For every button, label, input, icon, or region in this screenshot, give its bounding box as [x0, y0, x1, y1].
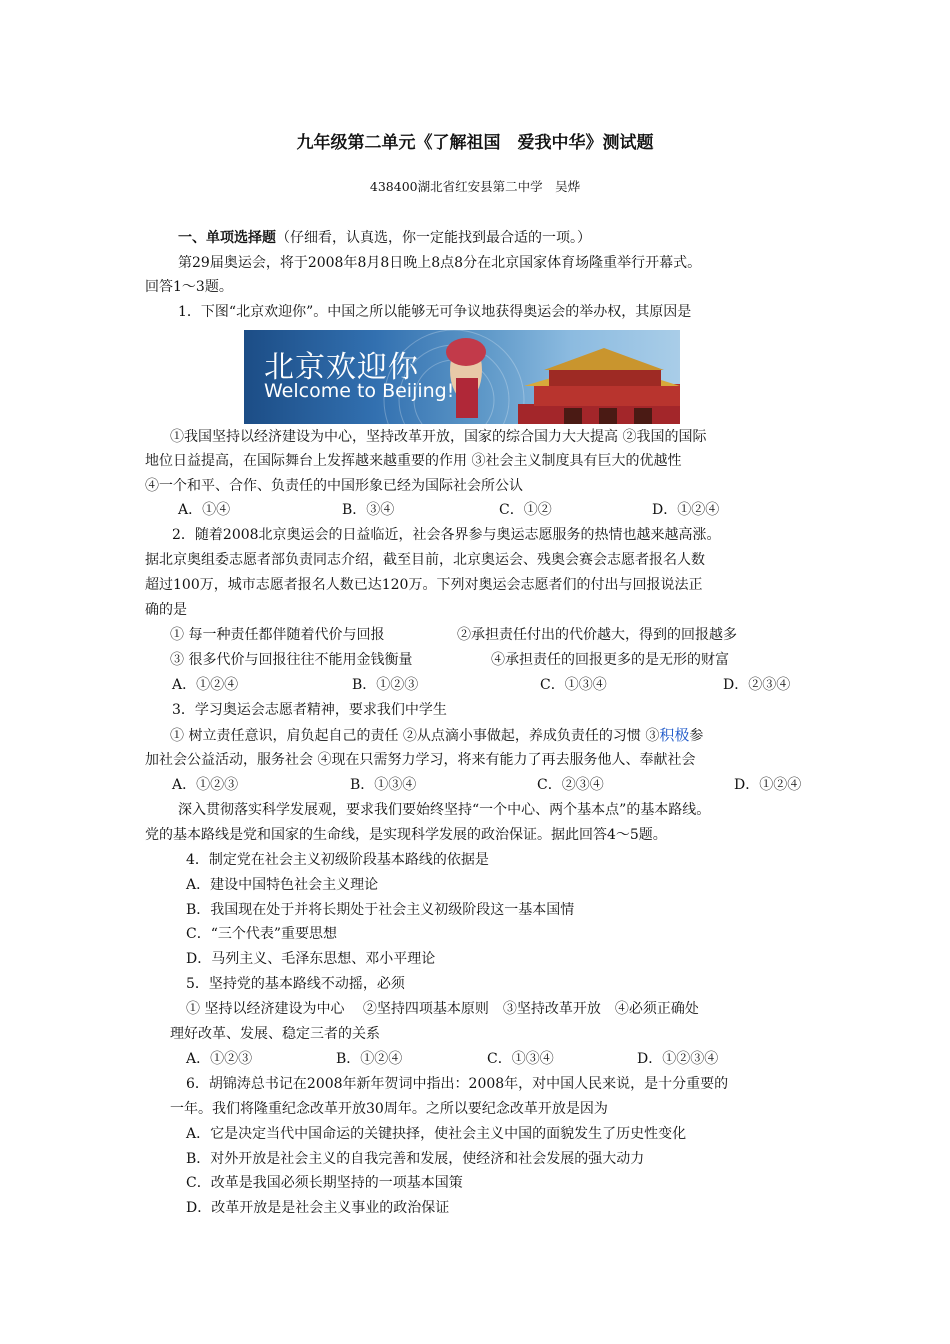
- intro2-line-1: 深入贯彻落实科学发展观，要求我们要始终坚持“一个中心、两个基本点”的基本路线。: [178, 802, 711, 818]
- section-heading-label: 一、单项选择题: [178, 230, 276, 246]
- q1-option-a: A．①④: [178, 502, 231, 518]
- section-heading: [178, 229, 591, 247]
- q3-line-2: 加社会公益活动，服务社会 ④现在只需努力学习，将来有能力了再去服务他人、奉献社会: [145, 752, 696, 768]
- q6-option-b: B．对外开放是社会主义的自我完善和发展，使经济和社会发展的强大动力: [186, 1151, 645, 1167]
- q4-option-c: C．“三个代表”重要思想: [186, 926, 338, 942]
- q2-option-a: A．①②④: [172, 677, 239, 693]
- q2-line-3: 超过100万，城市志愿者报名人数已达120万。下列对奥运会志愿者们的付出与回报说法正: [145, 577, 703, 593]
- q4-option-a: A．建设中国特色社会主义理论: [186, 877, 379, 893]
- q4-option-b: B．我国现在处于并将长期处于社会主义初级阶段这一基本国情: [186, 902, 575, 918]
- q3-line-1-tail: 参: [689, 728, 704, 744]
- q5-option-c: C．①③④: [487, 1051, 554, 1067]
- q3-stem: 3．学习奥运会志愿者精神，要求我们中学生: [172, 702, 447, 718]
- q3-keyword-link[interactable]: 积极: [659, 726, 690, 744]
- q4-stem: 4．制定党在社会主义初级阶段基本路线的依据是: [186, 852, 489, 868]
- q3-option-d: D．①②④: [734, 777, 802, 793]
- q1-option-d: D．①②④: [652, 502, 720, 518]
- q5-stem: 5．坚持党的基本路线不动摇，必须: [186, 976, 405, 992]
- q3-line-1: [170, 726, 703, 745]
- q6-option-c: C．改革是我国必须长期坚持的一项基本国策: [186, 1175, 463, 1191]
- q6-line-2: 一年。我们将隆重纪念改革开放30周年。之所以要纪念改革开放是因为: [170, 1101, 608, 1117]
- q2-item-4: ④承担责任的回报更多的是无形的财富: [491, 652, 729, 668]
- q6-line-1: 6．胡锦涛总书记在2008年新年贺词中指出：2008年，对中国人民来说，是十分重要的: [186, 1076, 729, 1092]
- q5-line-2: 理好改革、发展、稳定三者的关系: [170, 1026, 380, 1042]
- welcome-beijing-banner: [244, 330, 680, 424]
- q4-option-d: D．马列主义、毛泽东思想、邓小平理论: [186, 951, 436, 967]
- q1-line-2: 地位日益提高，在国际舞台上发挥越来越重要的作用 ③社会主义制度具有巨大的优越性: [145, 453, 682, 469]
- q6-option-a: A．它是决定当代中国命运的关键抉择，使社会主义中国的面貌发生了历史性变化: [186, 1126, 687, 1142]
- q2-line-1: 2．随着2008北京奥运会的日益临近，社会各界参与奥运志愿服务的热情也越来越高涨。: [172, 527, 721, 543]
- q1-option-c: C．①②: [499, 502, 552, 518]
- intro1-line-1: 第29届奥运会，将于2008年8月8日晚上8点8分在北京国家体育场隆重举行开幕式。: [178, 255, 702, 271]
- banner-english-text: Welcome to Beijing!: [264, 380, 455, 402]
- q5-line-1: ① 坚持以经济建设为中心 ②坚持四项基本原则 ③坚持改革开放 ④必须正确处: [186, 1001, 699, 1017]
- intro2-line-2: 党的基本路线是党和国家的生命线，是实现科学发展的政治保证。据此回答4～5题。: [145, 827, 667, 843]
- q1-stem: 1．下图“北京欢迎你”。中国之所以能够无可争议地获得奥运会的举办权，其原因是: [178, 304, 692, 320]
- banner-chinese-text: 北京欢迎你: [264, 350, 419, 385]
- q2-option-b: B．①②③: [352, 677, 419, 693]
- q1-option-b: B．③④: [342, 502, 395, 518]
- q2-option-d: D．②③④: [723, 677, 791, 693]
- q1-line-3: ④一个和平、合作、负责任的中国形象已经为国际社会所公认: [145, 478, 523, 494]
- q2-item-2: ②承担责任付出的代价越大，得到的回报越多: [457, 627, 737, 643]
- section-heading-note: （仔细看，认真选，你一定能找到最合适的一项。）: [276, 230, 591, 246]
- q2-line-2: 据北京奥组委志愿者部负责同志介绍，截至目前，北京奥运会、残奥会赛会志愿者报名人数: [145, 552, 705, 568]
- q2-item-1: ① 每一种责任都伴随着代价与回报: [170, 627, 385, 643]
- q2-option-c: C．①③④: [540, 677, 607, 693]
- q5-option-a: A．①②③: [186, 1051, 253, 1067]
- q1-line-1: ①我国坚持以经济建设为中心，坚持改革开放，国家的综合国力大大提高 ②我国的国际: [170, 429, 707, 445]
- author-line: 438400湖北省红安县第二中学 吴烨: [369, 179, 581, 194]
- q6-option-d: D．改革开放是是社会主义事业的政治保证: [186, 1200, 450, 1216]
- q5-option-d: D．①②③④: [637, 1051, 719, 1067]
- q2-item-3: ③ 很多代价与回报往往不能用金钱衡量: [170, 652, 413, 668]
- q3-option-a: A．①②③: [172, 777, 239, 793]
- page-title: 九年级第二单元《了解祖国 爱我中华》测试题: [296, 133, 654, 153]
- intro1-line-2: 回答1～3题。: [145, 279, 233, 295]
- q3-option-c: C．②③④: [537, 777, 604, 793]
- q2-line-4: 确的是: [145, 602, 187, 618]
- q3-line-1-text: ① 树立责任意识，肩负起自己的责任 ②从点滴小事做起，养成负责任的习惯 ③: [170, 728, 660, 744]
- q3-option-b: B．①③④: [350, 777, 417, 793]
- q5-option-b: B．①②④: [336, 1051, 403, 1067]
